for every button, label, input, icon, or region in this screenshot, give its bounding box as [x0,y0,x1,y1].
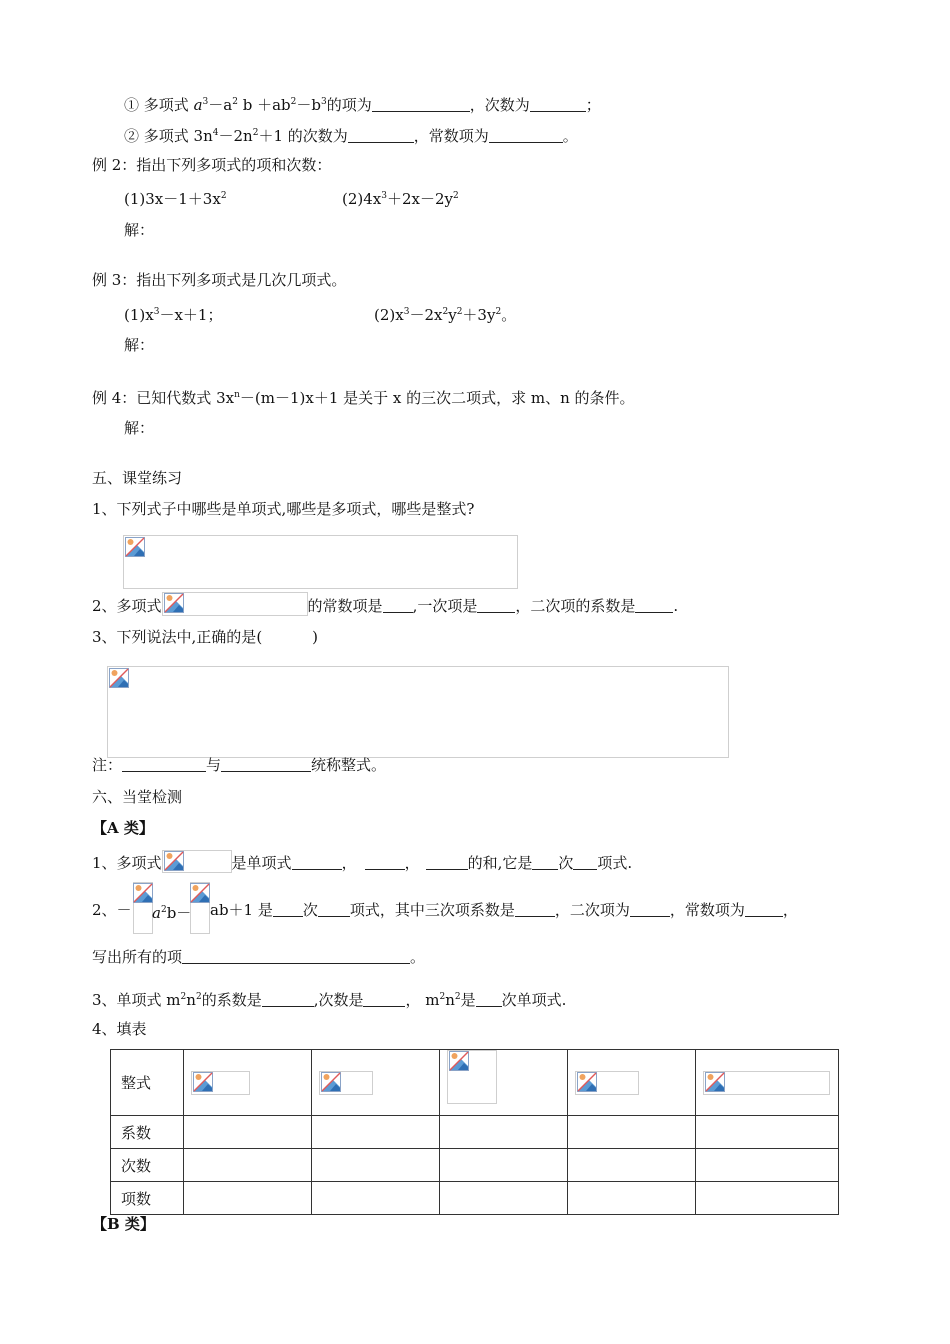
table-row [111,1182,839,1215]
ex3-expr: (2)x [374,306,404,324]
sec6-q2-text: 次 [302,901,318,919]
q1-text: 的项为 [326,96,372,114]
sec6-q3-text: n [445,991,455,1009]
answer-blank[interactable] [318,902,350,917]
sup: 2 [439,992,446,1002]
sec6-q1-image [162,850,232,873]
q1-text: ，次数为 [469,96,530,114]
sec6-q2-line2 [92,947,425,967]
expression-cell [696,1050,839,1116]
sec5-q3-image [107,666,729,758]
ex2-expr: (2)4x [342,190,382,208]
table-row [111,1116,839,1149]
row-header: 系数 [111,1116,184,1149]
sup: 2 [453,191,459,201]
sec6-q2-prefix: 2、－ [92,901,132,919]
sec6-q2-text: a [152,904,161,922]
sup: 2 [220,191,227,201]
sec5-q2-text: ，二次项的系数是 [515,597,636,615]
answer-blank[interactable] [532,855,558,870]
sec5-q2 [92,592,678,616]
answer-cell[interactable] [440,1182,568,1215]
ex4-solution: 解： [124,419,155,437]
ex3-part1 [124,302,222,325]
answer-blank[interactable] [363,992,405,1007]
sec5-q3-text: ) [312,628,319,646]
answer-cell[interactable] [696,1116,839,1149]
ex3-expr: －x＋1； [159,306,223,324]
broken-image-icon [125,537,145,557]
sec5-q2-text: . [673,597,679,615]
sup: 2 [290,97,297,107]
answer-blank[interactable] [383,598,413,613]
sec6-q3-text: 3、单项式 m [92,991,181,1009]
sup: 2 [180,992,187,1002]
answer-cell[interactable] [568,1182,696,1215]
q1-line [124,92,601,115]
broken-image-icon [109,668,129,688]
expression-image [447,1050,497,1104]
answer-blank[interactable] [348,128,414,143]
sec6-q1-text: 次 [558,854,574,872]
q2-text: 。 [562,127,578,145]
expression-image [575,1071,639,1095]
sec6-q1-text: 项式. [597,854,633,872]
ex3-expr: (1)x [124,306,154,324]
sup: 3 [202,97,209,107]
sec6-q2-text: 项式，其中三次项系数是 [349,901,515,919]
answer-blank[interactable] [372,97,470,112]
q1-text: ； [585,96,601,114]
row-header: 整式 [111,1050,184,1116]
sec6-q3-text: n [186,991,196,1009]
sec6-q1-text: ， [404,854,420,872]
answer-blank[interactable] [182,949,410,964]
ex3-expr: ＋3y [462,306,496,324]
sec6-q1-text: ， [341,854,357,872]
broken-image-icon [133,883,153,903]
table-row [111,1149,839,1182]
ex3-title: 例 3：指出下列多项式是几次几项式。 [92,271,347,289]
sec6-q2-text: ，常数项为 [669,901,745,919]
ex4-text: －(m－1)x＋1 是关于 x 的三次二项式，求 m、n 的条件。 [239,389,635,407]
answer-blank[interactable] [489,128,563,143]
sup: 2 [252,128,259,138]
answer-blank[interactable] [745,902,783,917]
answer-blank[interactable] [426,855,468,870]
sup: 2 [454,992,461,1002]
sup: 3 [381,191,387,201]
sec5-q3 [92,627,318,647]
fraction-image [133,882,153,934]
answer-blank[interactable] [221,757,311,772]
sec5-q2-text: 的常数项是 [307,597,383,615]
sec6-q3-text: 次单项式. [501,991,567,1009]
sup: 2 [160,905,167,915]
broken-image-icon [321,1072,341,1092]
ex3-expr: －2x [409,306,443,324]
answer-cell[interactable] [184,1149,312,1182]
sec6-q2-text: ， [782,901,798,919]
note-line [92,755,386,775]
expression-image [319,1071,373,1095]
category-b: 【B 类】 [92,1215,155,1233]
ex2-part1 [124,186,227,209]
answer-blank[interactable] [292,855,342,870]
sec6-q2-text: ，二次项为 [554,901,630,919]
expression-cell [312,1050,440,1116]
answer-cell[interactable] [568,1116,696,1149]
category-a: 【A 类】 [92,819,154,837]
sec5-q2-text: ,一次项是 [412,597,478,615]
answer-blank[interactable] [262,992,314,1007]
q2-label: ② 多项式 3n [124,127,213,145]
sup: 2 [456,307,463,317]
expression-cell [184,1050,312,1116]
answer-cell[interactable] [696,1149,839,1182]
broken-image-icon [164,851,184,871]
sup: 2 [232,97,238,107]
note-text: 注： [92,756,123,774]
ex2-expr: ＋2x－2y [387,190,454,208]
sup: 2 [495,307,502,317]
broken-image-icon [193,1072,213,1092]
fraction-image [190,882,210,934]
answer-cell[interactable] [440,1116,568,1149]
section-six-title: 六、当堂检测 [92,788,183,806]
answer-cell[interactable] [184,1116,312,1149]
q2-text: ，常数项为 [413,127,489,145]
answer-blank[interactable] [273,902,303,917]
broken-image-icon [577,1072,597,1092]
ex3-expr: y [448,306,457,324]
answer-blank[interactable] [476,992,502,1007]
answer-cell[interactable] [312,1182,440,1215]
sec5-q1: 1、下列式子中哪些是单项式,哪些是多项式，哪些是整式? [92,500,475,518]
note-text: 统称整式。 [311,756,387,774]
expression-image [703,1071,830,1095]
sec6-q3 [92,987,566,1010]
q2-text: －2n [218,127,253,145]
sup: 3 [320,97,327,107]
q1-expr: －b [296,96,321,114]
ex3-solution: 解： [124,336,155,354]
sup: 2 [442,307,449,317]
broken-image-icon [449,1051,469,1071]
fill-in-table [110,1049,839,1215]
sup: n [234,390,240,400]
sec6-q2 [210,900,798,920]
answer-cell[interactable] [440,1149,568,1182]
answer-blank[interactable] [515,902,555,917]
q1-expr: －a [208,96,233,114]
answer-blank[interactable] [573,855,597,870]
answer-blank[interactable] [365,855,405,870]
expression-cell [440,1050,568,1116]
sec6-q1 [92,850,632,873]
q2-text: ＋1 的次数为 [258,127,348,145]
sec6-q2-text: ab＋1 是 [210,901,273,919]
ex4-line [92,385,635,408]
sec6-q2-text: 写出所有的项 [92,948,183,966]
row-header: 项数 [111,1182,184,1215]
sec5-q3-text: 3、下列说法中,正确的是( [92,628,263,646]
q1-label: ① 多项式 [124,96,189,114]
answer-blank[interactable] [630,902,670,917]
answer-blank[interactable] [635,598,673,613]
ex2-part2 [342,186,459,209]
sec6-q1-text: 是单项式 [231,854,292,872]
sec6-q3-text: 的系数是 [201,991,262,1009]
broken-image-icon [164,593,184,613]
ex2-solution: 解： [124,221,155,239]
sec5-q2-text: 2、多项式 [92,597,162,615]
sec5-q1-image [123,535,518,589]
answer-cell[interactable] [568,1149,696,1182]
broken-image-icon [190,883,210,903]
answer-cell[interactable] [312,1149,440,1182]
broken-image-icon [705,1072,725,1092]
sec6-q3-text: ,次数是 [313,991,364,1009]
sup: 2 [195,992,202,1002]
sup: 4 [212,128,219,138]
ex3-expr: 。 [501,306,517,324]
sec6-q2-term [152,900,191,923]
ex3-part2 [374,302,516,325]
sup: 3 [153,307,160,317]
sec6-q1-text: 的和,它是 [467,854,533,872]
ex2-title: 例 2：指出下列多项式的项和次数： [92,156,332,174]
sec6-q1-text: 1、多项式 [92,854,162,872]
ex2-expr: (1)3x－1＋3x [124,190,221,208]
sup: 3 [403,307,410,317]
q2-line [124,123,578,146]
row-header: 次数 [111,1149,184,1182]
sec6-q2-text: 。 [410,948,426,966]
sec6-q3-text: ， m [405,991,440,1009]
expression-image [191,1071,250,1095]
ex4-text: 例 4：已知代数式 3x [92,389,235,407]
expression-cell [568,1050,696,1116]
note-text: 与 [206,756,222,774]
q1-expr: a [193,96,203,114]
answer-blank[interactable] [477,598,515,613]
answer-blank[interactable] [530,97,586,112]
answer-cell[interactable] [312,1116,440,1149]
sec5-q2-image [162,592,308,616]
answer-blank[interactable] [122,757,206,772]
sec6-q3-text: 是 [460,991,476,1009]
sec6-q2-text: b－ [166,904,192,922]
answer-cell[interactable] [184,1182,312,1215]
answer-cell[interactable] [696,1182,839,1215]
table-row [111,1050,839,1116]
section-five-title: 五、课堂练习 [92,469,183,487]
sec6-q4: 4、填表 [92,1020,147,1038]
q1-expr: b ＋ab [237,96,291,114]
